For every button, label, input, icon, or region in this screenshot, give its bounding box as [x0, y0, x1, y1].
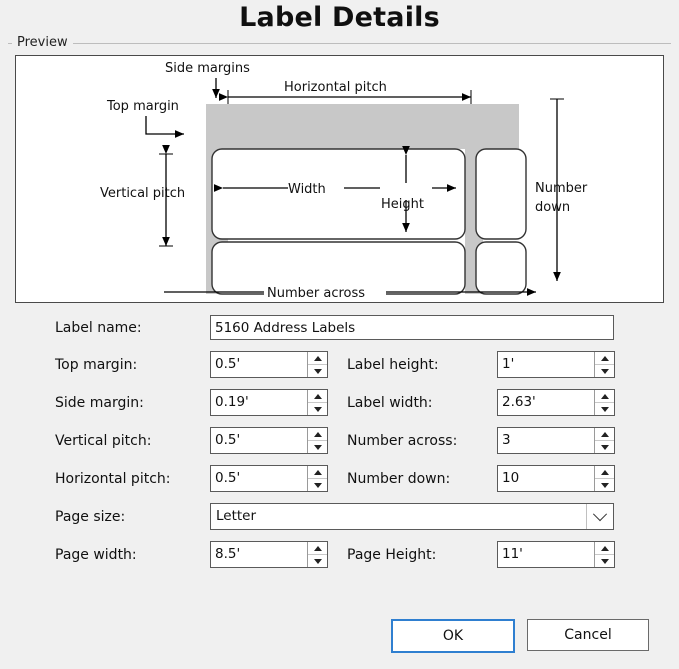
spin-up-icon[interactable]: [595, 466, 614, 479]
page-height-label: Page Height:: [347, 546, 437, 563]
page-width-input[interactable]: 8.5': [215, 546, 241, 562]
page-height-stepper[interactable]: [497, 541, 615, 568]
spin-up-icon[interactable]: [595, 542, 614, 555]
page-width-stepper[interactable]: [210, 541, 328, 568]
number-down-label: Number down:: [347, 470, 451, 487]
spin-up-icon[interactable]: [308, 542, 327, 555]
spin-down-icon[interactable]: [308, 441, 327, 453]
label-height-stepper[interactable]: [497, 351, 615, 378]
row-horizontal-pitch: [55, 465, 649, 492]
side-margin-stepper[interactable]: [210, 389, 328, 416]
spin-down-icon[interactable]: [595, 365, 614, 377]
label-height-label: Label height:: [347, 356, 439, 373]
svg-text:Number across: Number across: [267, 286, 366, 300]
top-margin-input[interactable]: 0.5': [215, 356, 241, 372]
chevron-down-icon[interactable]: [586, 504, 613, 529]
top-margin-label: Top margin:: [55, 356, 138, 373]
spin-down-icon[interactable]: [308, 365, 327, 377]
spin-down-icon[interactable]: [595, 403, 614, 415]
spin-up-icon[interactable]: [308, 466, 327, 479]
vertical-pitch-spin-buttons[interactable]: [307, 428, 327, 453]
top-margin-stepper[interactable]: [210, 351, 328, 378]
svg-text:Top margin: Top margin: [107, 99, 179, 114]
row-page-size: [55, 503, 649, 530]
preview-group-label: Preview: [12, 35, 73, 50]
label-width-spin-buttons[interactable]: [594, 390, 614, 415]
vertical-pitch-label: Vertical pitch:: [55, 432, 152, 449]
svg-text:Horizontal pitch: Horizontal pitch: [284, 80, 387, 95]
ok-button[interactable]: OK: [391, 619, 515, 653]
horizontal-pitch-spin-buttons[interactable]: [307, 466, 327, 491]
spin-up-icon[interactable]: [595, 428, 614, 441]
page-size-select[interactable]: [210, 503, 614, 530]
label-name-input[interactable]: 5160 Address Labels: [210, 315, 614, 340]
page-size-label: Page size:: [55, 508, 126, 525]
page-height-spin-buttons[interactable]: [594, 542, 614, 567]
page-width-spin-buttons[interactable]: [307, 542, 327, 567]
label-preview-diagram: [15, 55, 664, 303]
number-across-stepper[interactable]: [497, 427, 615, 454]
spin-down-icon[interactable]: [308, 555, 327, 567]
top-margin-spin-buttons[interactable]: [307, 352, 327, 377]
label-name-label: Label name:: [55, 319, 142, 336]
number-across-input[interactable]: 3: [502, 432, 511, 448]
spin-down-icon[interactable]: [308, 403, 327, 415]
dialog-buttons: [391, 619, 649, 653]
number-across-spin-buttons[interactable]: [594, 428, 614, 453]
label-width-input[interactable]: 2.63': [502, 394, 536, 410]
horizontal-pitch-stepper[interactable]: [210, 465, 328, 492]
horizontal-pitch-label: Horizontal pitch:: [55, 470, 171, 487]
row-vertical-pitch: [55, 427, 649, 454]
side-margin-input[interactable]: 0.19': [215, 394, 249, 410]
spin-up-icon[interactable]: [308, 390, 327, 403]
side-margin-label: Side margin:: [55, 394, 144, 411]
vertical-pitch-input[interactable]: 0.5': [215, 432, 241, 448]
label-width-label: Label width:: [347, 394, 433, 411]
spin-down-icon[interactable]: [595, 555, 614, 567]
row-label-name: [55, 315, 649, 340]
page-size-value: Letter: [216, 508, 257, 524]
svg-text:Side margins: Side margins: [165, 61, 250, 76]
dialog-title: Label Details: [239, 2, 440, 33]
spin-up-icon[interactable]: [308, 428, 327, 441]
row-top-margin: [55, 351, 649, 378]
row-side-margin: [55, 389, 649, 416]
number-down-input[interactable]: 10: [502, 470, 520, 486]
side-margin-spin-buttons[interactable]: [307, 390, 327, 415]
label-details-form: [0, 315, 679, 568]
group-divider: [8, 43, 671, 44]
preview-group: [8, 35, 671, 303]
number-across-label: Number across:: [347, 432, 458, 449]
label-width-stepper[interactable]: [497, 389, 615, 416]
spin-down-icon[interactable]: [595, 479, 614, 491]
spin-down-icon[interactable]: [595, 441, 614, 453]
cancel-button[interactable]: Cancel: [527, 619, 649, 651]
svg-text:down: down: [535, 200, 571, 215]
horizontal-pitch-input[interactable]: 0.5': [215, 470, 241, 486]
number-down-stepper[interactable]: [497, 465, 615, 492]
label-height-spin-buttons[interactable]: [594, 352, 614, 377]
svg-text:Width: Width: [288, 182, 326, 197]
svg-text:Vertical pitch: Vertical pitch: [100, 186, 186, 201]
page-width-label: Page width:: [55, 546, 137, 563]
spin-up-icon[interactable]: [595, 390, 614, 403]
svg-text:Number: Number: [535, 181, 588, 196]
spin-down-icon[interactable]: [308, 479, 327, 491]
svg-text:Height: Height: [381, 197, 424, 212]
spin-up-icon[interactable]: [595, 352, 614, 365]
page-height-input[interactable]: 11': [502, 546, 523, 562]
row-page-width: [55, 541, 649, 568]
vertical-pitch-stepper[interactable]: [210, 427, 328, 454]
label-height-input[interactable]: 1': [502, 356, 515, 372]
spin-up-icon[interactable]: [308, 352, 327, 365]
number-down-spin-buttons[interactable]: [594, 466, 614, 491]
